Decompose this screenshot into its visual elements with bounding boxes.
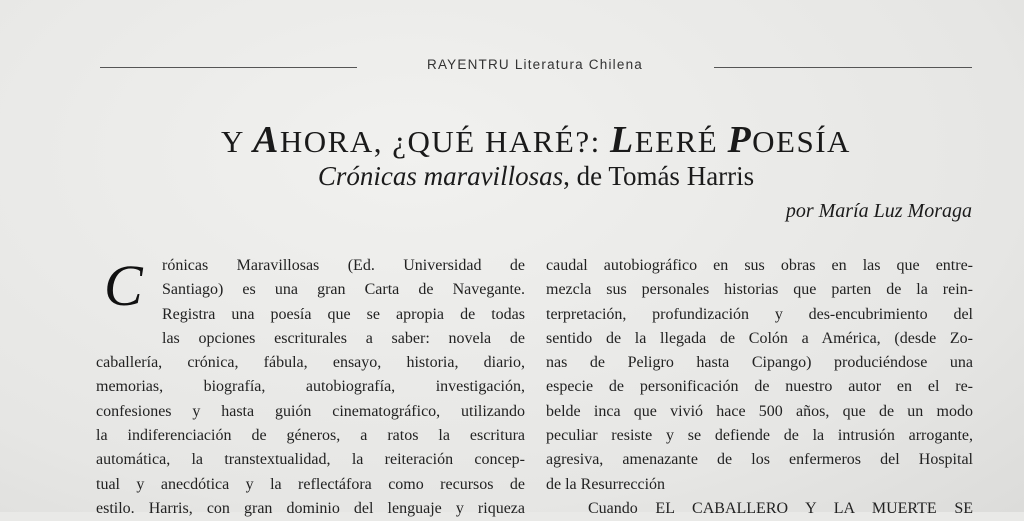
text-line: de la Resurrección <box>546 475 666 493</box>
text-line: mezcla sus personales historias que parten de la rein- <box>546 281 973 299</box>
article-subtitle <box>100 161 972 192</box>
left-column <box>96 254 525 521</box>
text-line: Cuando EL CABALLERO Y LA MUERTE SE <box>588 499 973 517</box>
text-line: memorias, biografía, autobiografía, investigación, <box>96 378 525 396</box>
text-line: terpretación, profundización y des-encubrimiento del <box>546 305 973 323</box>
drop-cap: C <box>104 253 143 318</box>
header-rule-left <box>100 67 357 68</box>
text-line: automática, la transtextualidad, la reiteración concep- <box>96 451 525 469</box>
text-line: sentido de la llegada de Colón a América, (desde Zo- <box>546 329 973 347</box>
text-line: agresiva, amenazante de los enfermeros del Hospital <box>546 451 973 469</box>
title-segment: EERÉ <box>634 124 728 159</box>
text-line: las opciones escriturales a saber: novela de <box>162 329 525 347</box>
title-swash-letter: A <box>253 119 280 161</box>
text-line: Registra una poesía que se apropia de todas <box>162 305 525 323</box>
text-line: peculiar resiste y se defiende de la intrusión arrogante, <box>546 427 973 445</box>
text-line: tual y anecdótica y la reflectáfora como recursos de <box>96 475 525 493</box>
text-line: rónicas Maravillosas (Ed. Universidad de <box>162 257 525 274</box>
text-line: Santiago) es una gran Carta de Navegante. <box>162 281 525 299</box>
header-rule-right <box>714 67 972 68</box>
text-line: especie de personificación de nuestro autor en el re- <box>546 378 973 396</box>
subtitle-author: , de Tomás Harris <box>563 161 755 191</box>
title-segment: Y <box>221 124 254 159</box>
title-segment: HORA, ¿QUÉ HARÉ?: <box>279 124 610 159</box>
book-title: Crónicas maravillosas <box>317 161 564 191</box>
title-swash-letter: L <box>609 119 635 161</box>
text-line: la indiferenciación de géneros, a ratos la escritura <box>96 427 525 445</box>
text-line: nas de Peligro hasta Cipango) produciéndose una <box>546 354 973 372</box>
text-line: estilo. Harris, con gran dominio del lenguaje y riqueza <box>96 499 525 517</box>
byline: por María Luz Moraga <box>785 200 972 222</box>
text-line: caballería, crónica, fábula, ensayo, historia, diario, <box>96 354 525 372</box>
title-segment: OESÍA <box>752 124 851 159</box>
running-header: RAYENTRU Literatura Chilena <box>427 57 643 72</box>
text-line: belde inca que vivió hace 500 años, que de un modo <box>546 402 973 420</box>
right-column <box>546 254 973 521</box>
text-line: confesiones y hasta guión cinematográfico, utilizando <box>96 402 525 420</box>
article-title <box>100 118 972 162</box>
title-swash-letter: P <box>727 119 753 161</box>
text-line: caudal autobiográfico en sus obras en las que entre- <box>546 257 973 274</box>
